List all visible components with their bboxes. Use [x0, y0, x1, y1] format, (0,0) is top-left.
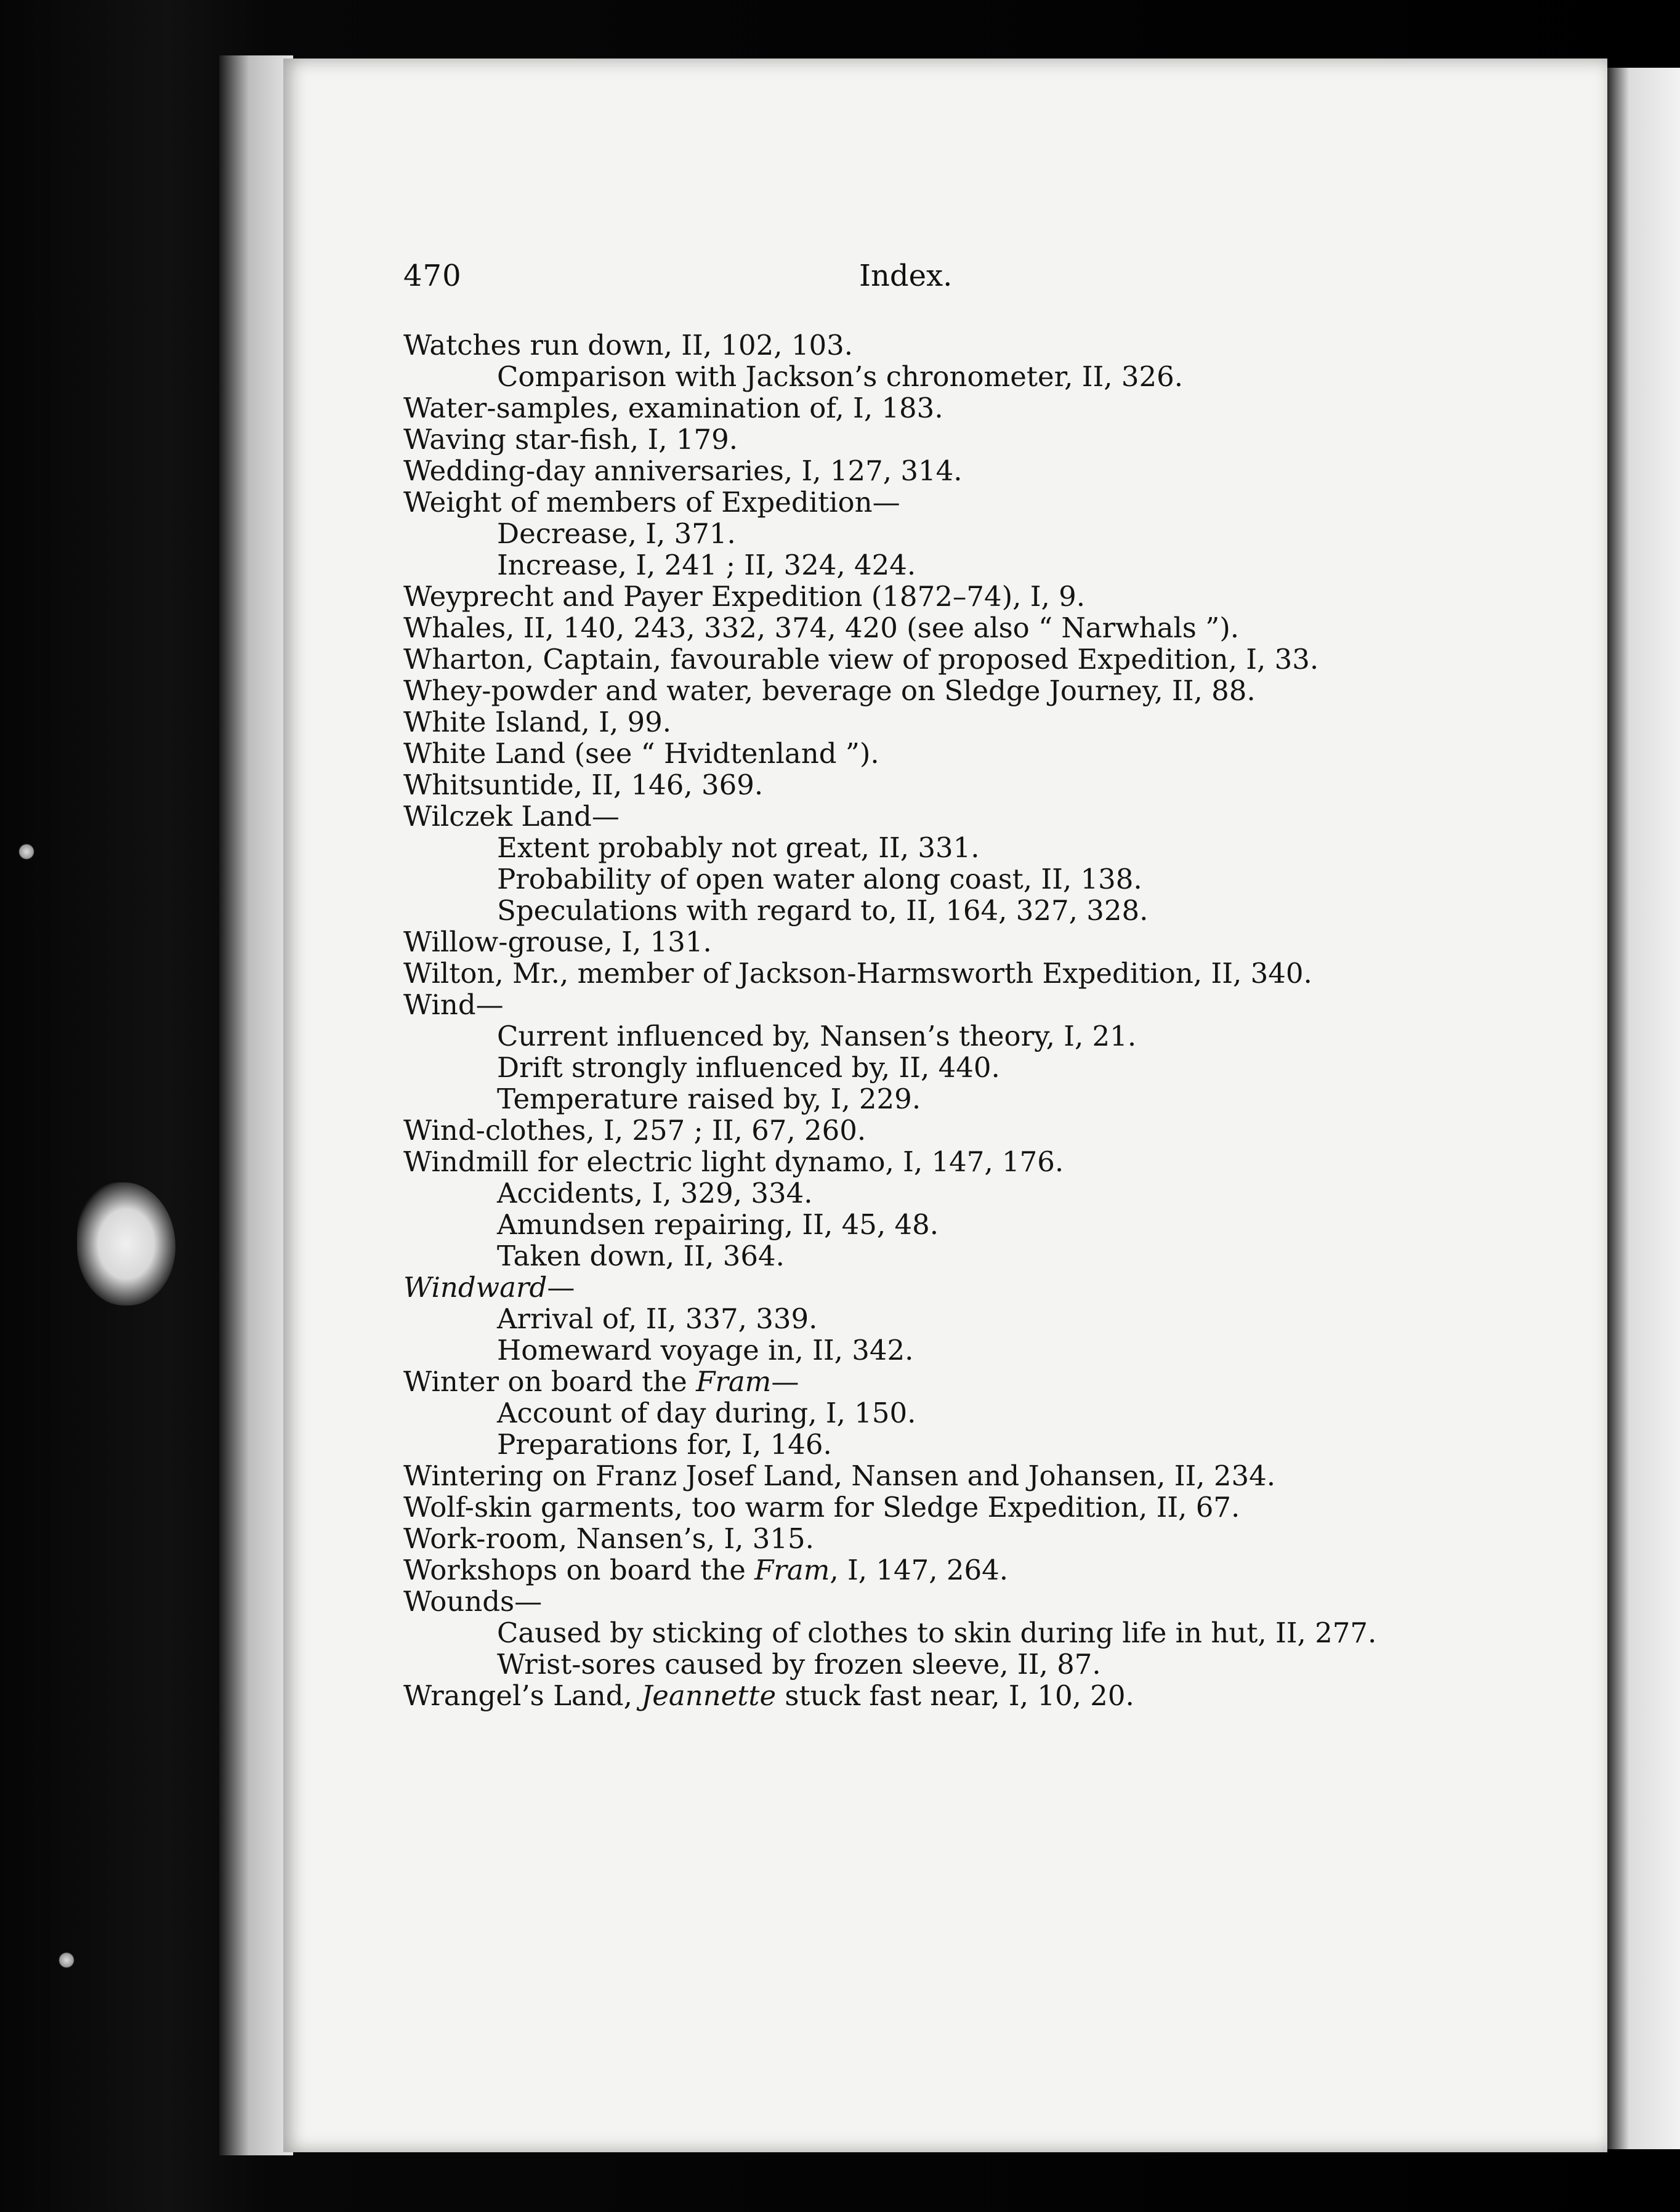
index-entry-list	[403, 329, 1573, 1711]
index-entry: Wind-clothes, I, 257 ; II, 67, 260.	[403, 1114, 866, 1147]
index-entry: Windward—	[403, 1271, 575, 1304]
index-subentry: Amundsen repairing, II, 45, 48.	[497, 1208, 939, 1241]
index-subentry: Extent probably not great, II, 331.	[497, 831, 980, 864]
index-entry: Wolf-skin garments, too warm for Sledge Expedition, II, 67.	[403, 1491, 1240, 1524]
index-entry: Waving star-fish, I, 179.	[403, 423, 738, 456]
index-subentry: Taken down, II, 364.	[497, 1240, 785, 1272]
index-entry: Whales, II, 140, 243, 332, 374, 420 (see also “ Narwhals ”).	[403, 612, 1240, 644]
scan-speck	[59, 1952, 75, 1968]
index-entry: Watches run down, II, 102, 103.	[403, 329, 854, 361]
index-entry: Windmill for electric light dynamo, I, 147, 176.	[403, 1145, 1064, 1178]
index-entry: Weight of members of Expedition—	[403, 486, 900, 519]
italic-title: Jeannette	[641, 1679, 777, 1712]
index-entry: Wedding-day anniversaries, I, 127, 314.	[403, 454, 963, 487]
index-subentry: Decrease, I, 371.	[497, 517, 736, 550]
page-header	[403, 259, 1573, 308]
index-entry: Wilczek Land—	[403, 800, 620, 833]
running-title: Index.	[859, 259, 953, 293]
index-subentry: Increase, I, 241 ; II, 324, 424.	[497, 549, 916, 581]
index-entry: Work-room, Nansen’s, I, 315.	[403, 1522, 814, 1555]
index-subentry: Speculations with regard to, II, 164, 327, 328.	[497, 894, 1149, 927]
index-entry: Wharton, Captain, favourable view of proposed Expedition, I, 33.	[403, 643, 1319, 676]
index-subentry: Caused by sticking of clothes to skin during life in hut, II, 277.	[497, 1617, 1377, 1649]
index-entry: Winter on board the Fram—	[403, 1365, 799, 1398]
index-subentry: Account of day during, I, 150.	[497, 1397, 916, 1429]
index-entry: Whitsuntide, II, 146, 369.	[403, 769, 764, 801]
index-subentry: Current influenced by, Nansen’s theory, I, 21.	[497, 1020, 1137, 1052]
index-subentry: Accidents, I, 329, 334.	[497, 1177, 813, 1209]
italic-title: Fram	[754, 1554, 830, 1586]
index-entry: Willow-grouse, I, 131.	[403, 926, 712, 958]
index-subentry: Preparations for, I, 146.	[497, 1428, 832, 1461]
index-entry: White Island, I, 99.	[403, 706, 672, 738]
index-subentry: Wrist-sores caused by frozen sleeve, II, 87.	[497, 1648, 1101, 1681]
index-entry: Workshops on board the Fram, I, 147, 264.	[403, 1554, 1009, 1586]
book-page-edge	[219, 55, 293, 2155]
index-entry: Wind—	[403, 988, 504, 1021]
scan-speck	[18, 844, 34, 860]
index-subentry: Probability of open water along coast, II, 138.	[497, 863, 1142, 895]
index-entry: Weyprecht and Payer Expedition (1872–74), I, 9.	[403, 580, 1086, 613]
index-entry: Wounds—	[403, 1585, 543, 1618]
index-entry: Wintering on Franz Josef Land, Nansen and Johansen, II, 234.	[403, 1459, 1276, 1492]
index-entry: Whey-powder and water, beverage on Sledge Journey, II, 88.	[403, 674, 1256, 707]
index-entry: White Land (see “ Hvidtenland ”).	[403, 737, 879, 770]
index-subentry: Comparison with Jackson’s chronometer, II, 326.	[497, 360, 1184, 393]
page-number: 470	[403, 259, 462, 293]
index-subentry: Drift strongly influenced by, II, 440.	[497, 1051, 1000, 1084]
italic-title: Fram	[696, 1365, 772, 1398]
index-subentry: Temperature raised by, I, 229.	[497, 1083, 921, 1115]
index-subentry: Arrival of, II, 337, 339.	[497, 1302, 818, 1335]
index-entry: Water-samples, examination of, I, 183.	[403, 392, 943, 424]
facing-page-edge	[1607, 68, 1680, 2149]
italic-title: Windward	[403, 1271, 547, 1304]
index-entry: Wilton, Mr., member of Jackson-Harmsworth Expedition, II, 340.	[403, 957, 1312, 990]
index-entry: Wrangel’s Land, Jeannette stuck fast near, I, 10, 20.	[403, 1679, 1134, 1712]
index-subentry: Homeward voyage in, II, 342.	[497, 1334, 914, 1366]
